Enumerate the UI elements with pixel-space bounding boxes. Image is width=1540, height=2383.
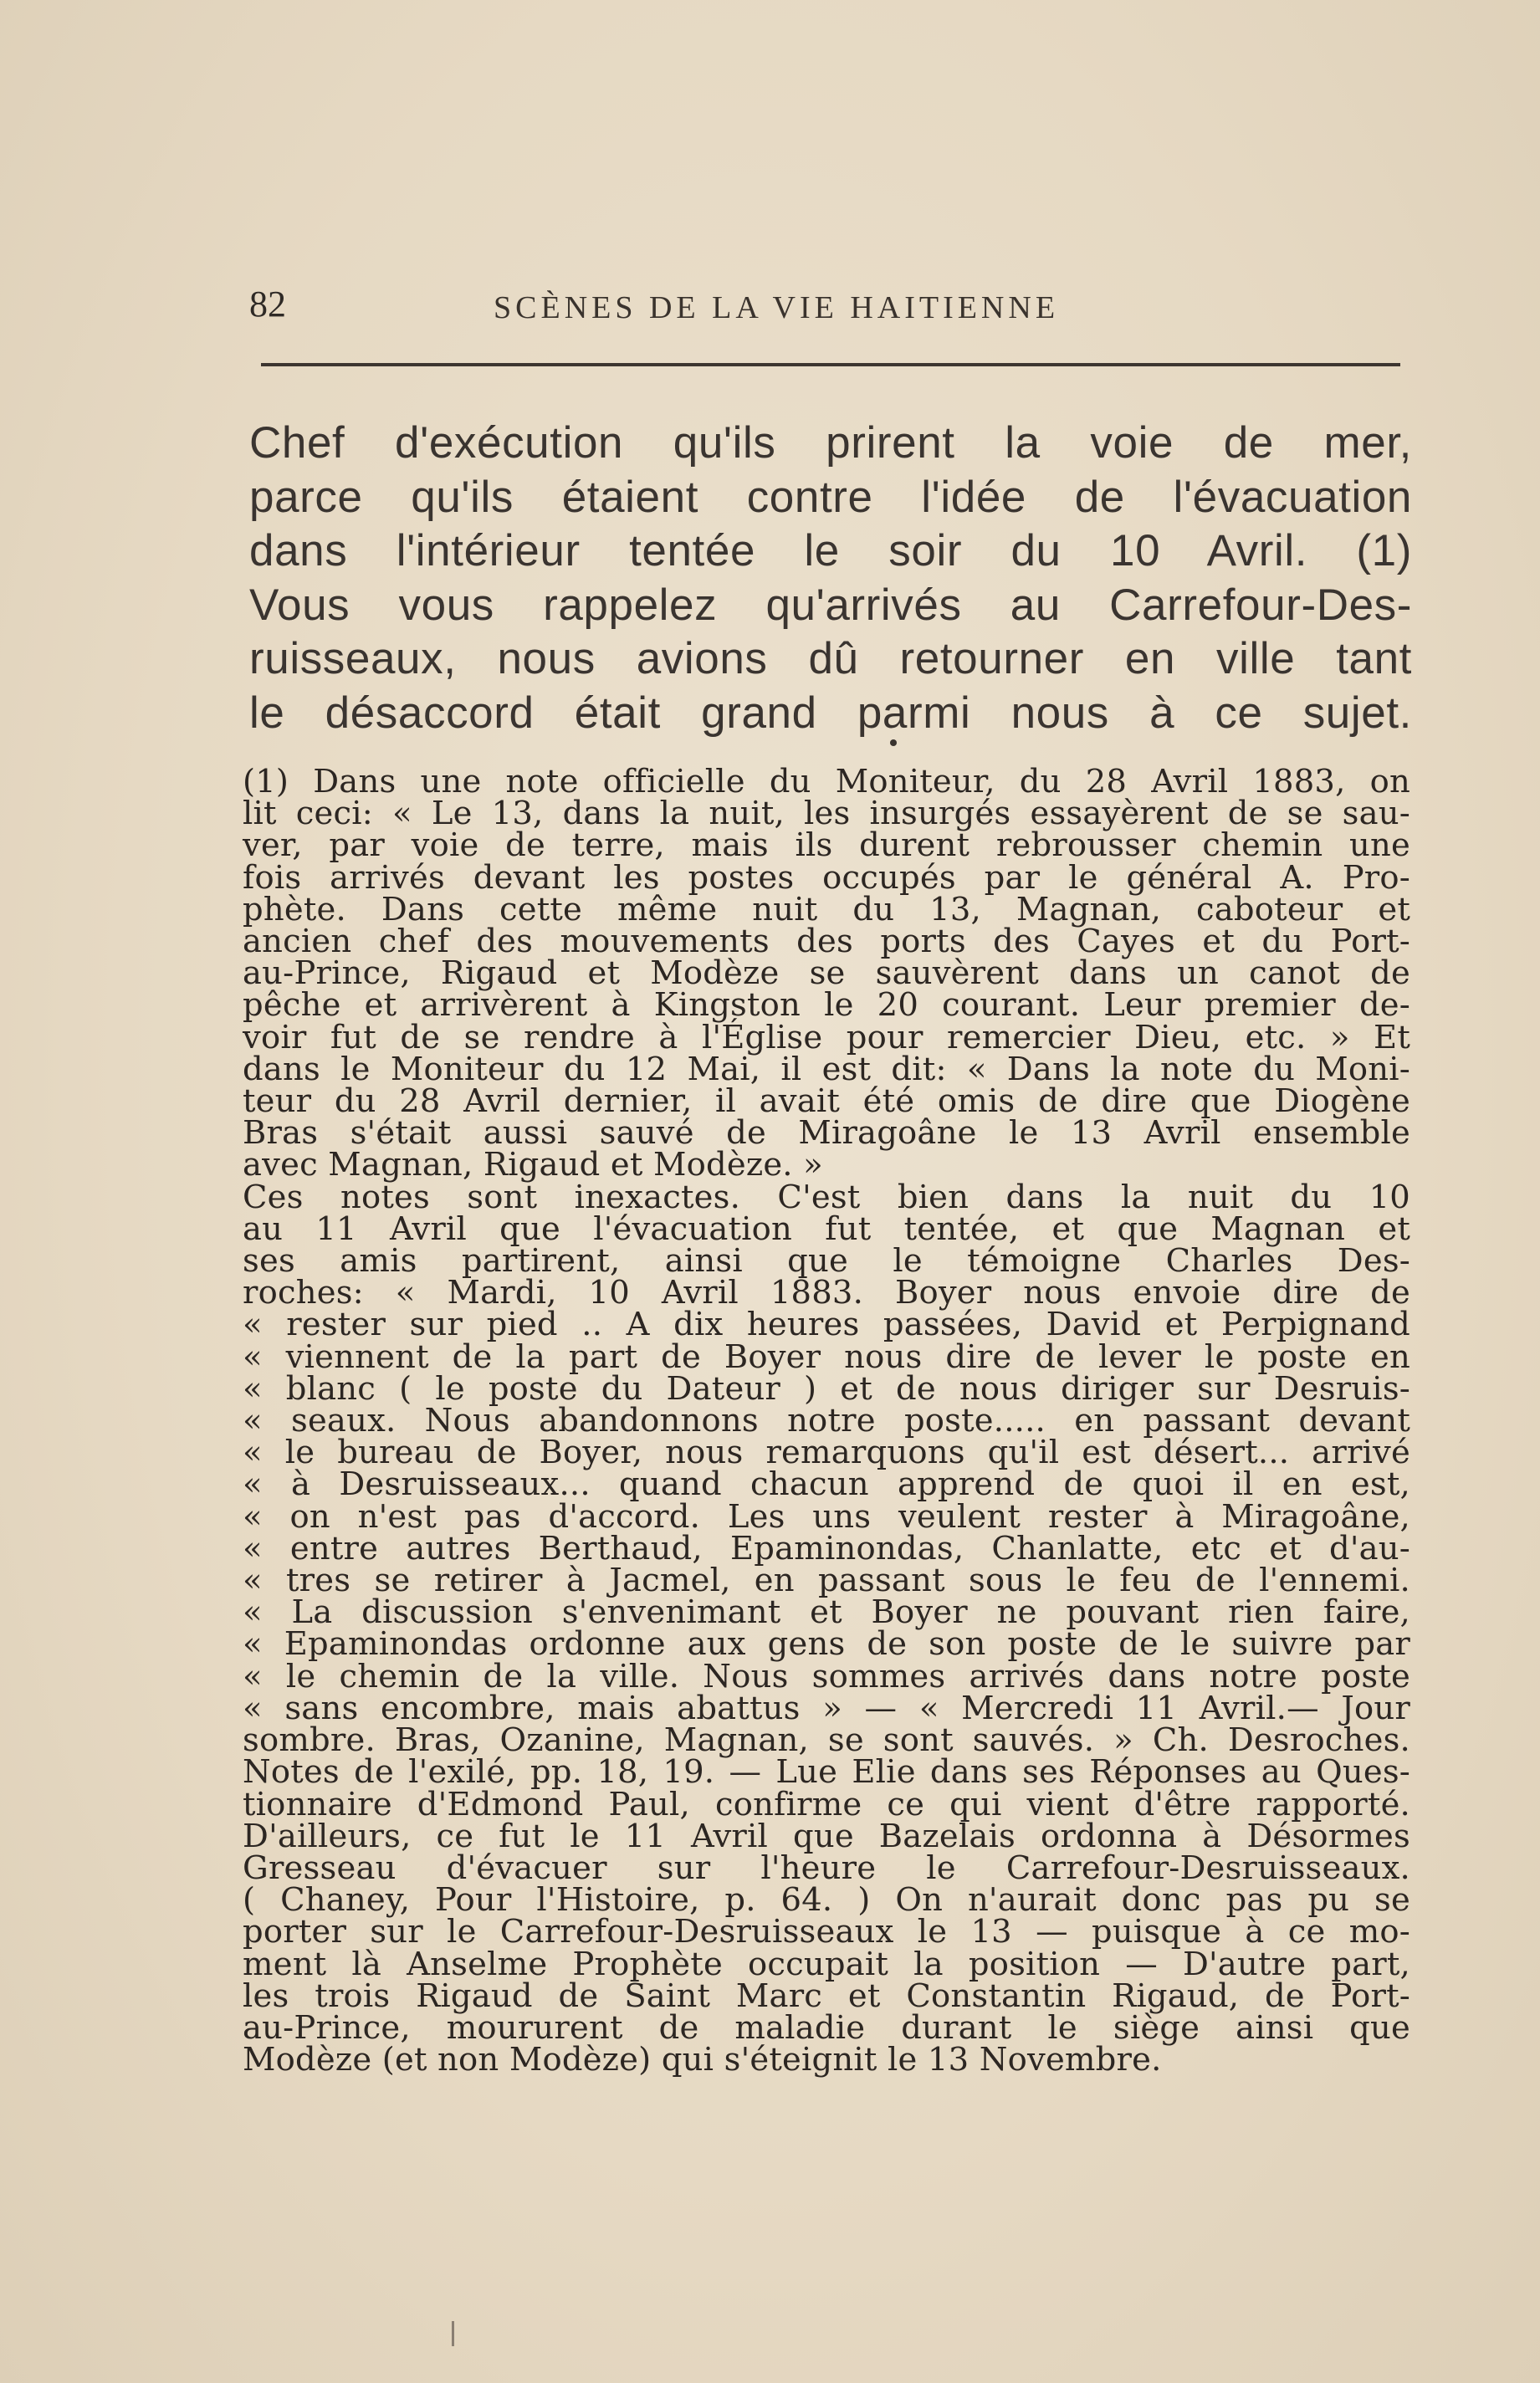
footnote-line: roches: « Mardi, 10 Avril 1883. Boyer nous envoie dire de <box>243 1274 1410 1312</box>
footnote-line: « on n'est pas d'accord. Les uns veulent rester à Miragoâne, <box>243 1497 1410 1536</box>
footnote-line: (1) Dans une note officielle du Moniteur, du 28 Avril 1883, on <box>243 763 1410 800</box>
footnote-line: ancien chef des mouvements des ports des Cayes et du Port- <box>243 923 1410 961</box>
footnote-line: avec Magnan, Rigaud et Modèze. » <box>243 1146 823 1184</box>
footnote-line: « entre autres Berthaud, Epaminondas, Chanlatte, etc et d'au- <box>243 1529 1410 1567</box>
footnote-line: « sans encombre, mais abattus » — « Mercredi 11 Avril.— Jour <box>243 1689 1410 1727</box>
text-line: ruisseaux, nous avions dû retourner en ville tant <box>249 634 1412 683</box>
text-line: Chef d'exécution qu'ils prirent la voie de mer, <box>249 418 1412 468</box>
footnote-line: Bras s'était aussi sauvé de Miragoâne le 13 Avril ensemble <box>243 1114 1410 1153</box>
footnote-line: Ces notes sont inexactes. C'est bien dans la nuit du 10 <box>243 1178 1410 1216</box>
footnote-line: ( Chaney, Pour l'Histoire, p. 64. ) On n'aurait donc pas pu se <box>243 1881 1410 1920</box>
running-title: SCÈNES DE LA VIE HAITIENNE <box>494 290 1060 325</box>
footnote-line: D'ailleurs, ce fut le 11 Avril que Bazelais ordonna à Désormes <box>243 1817 1410 1855</box>
footnote-line: ses amis partirent, ainsi que le témoigne Charles Des- <box>243 1242 1410 1281</box>
footnote-line: « rester sur pied .. A dix heures passées, David et Perpignand <box>243 1306 1410 1344</box>
footnote-line: Notes de l'exilé, pp. 18, 19. — Lue Elie dans ses Réponses au Ques- <box>243 1753 1410 1792</box>
page-number: 82 <box>249 284 286 325</box>
footnote-line: phète. Dans cette même nuit du 13, Magnan, caboteur et <box>243 890 1410 928</box>
page-header <box>249 283 1404 333</box>
footnote-line: voir fut de se rendre à l'Église pour remercier Dieu, etc. » Et <box>243 1018 1410 1056</box>
footnote-line: ment là Anselme Prophète occupait la position — D'autre part, <box>243 1945 1410 1983</box>
footnote-line: au-Prince, Rigaud et Modèze se sauvèrent dans un canot de <box>243 954 1410 993</box>
footnote-line: Modèze (et non Modèze) qui s'éteignit le 13 Novembre. <box>243 2041 1162 2079</box>
footnote-line: dans le Moniteur du 12 Mai, il est dit: « Dans la note du Moni- <box>243 1050 1410 1088</box>
footnote <box>243 763 1410 2079</box>
footnote-line: « tres se retirer à Jacmel, en passant sous le feu de l'ennemi. <box>243 1562 1410 1600</box>
footnote-line: « le bureau de Boyer, nous remarquons qu'il est désert... arrivé <box>243 1434 1410 1472</box>
footnote-line: au 11 Avril que l'évacuation fut tentée, et que Magnan et <box>243 1209 1410 1248</box>
text-line: dans l'intérieur tentée le soir du 10 Avril. (1) <box>249 526 1412 575</box>
text-line: le désaccord était grand parmi nous à ce sujet. <box>249 688 1412 738</box>
footnote-line: « à Desruisseaux... quand chacun apprend de quoi il en est, <box>243 1465 1410 1504</box>
footnote-line: « le chemin de la ville. Nous sommes arrivés dans notre poste <box>243 1657 1410 1695</box>
footnote-line: « La discussion s'envenimant et Boyer ne pouvant rien faire, <box>243 1593 1410 1632</box>
footnote-line: les trois Rigaud de Saint Marc et Constantin Rigaud, de Port- <box>243 1976 1410 2015</box>
footnote-line: ver, par voie de terre, mais ils durent rebrousser chemin une <box>243 826 1410 865</box>
header-rule <box>261 363 1400 366</box>
text-line: parce qu'ils étaient contre l'idée de l'évacuation <box>249 472 1412 522</box>
print-mark <box>452 2321 454 2346</box>
separator-dot <box>890 739 897 746</box>
footnote-line: sombre. Bras, Ozanine, Magnan, se sont sauvés. » Ch. Desroches. <box>243 1721 1410 1760</box>
footnote-line: Gresseau d'évacuer sur l'heure le Carrefour-Desruisseaux. <box>243 1849 1410 1887</box>
main-paragraph <box>249 417 1412 740</box>
footnote-line: « viennent de la part de Boyer nous dire de lever le poste en <box>243 1337 1410 1376</box>
footnote-line: tionnaire d'Edmond Paul, confirme ce qui vient d'être rapporté. <box>243 1785 1410 1823</box>
footnote-line: « blanc ( le poste du Dateur ) et de nous diriger sur Desruis- <box>243 1369 1410 1408</box>
footnote-line: « seaux. Nous abandonnons notre poste..... en passant devant <box>243 1402 1410 1440</box>
text-line: Vous vous rappelez qu'arrivés au Carrefour-Des- <box>249 580 1412 630</box>
footnote-line: lit ceci: « Le 13, dans la nuit, les insurgés essayèrent de se sau- <box>243 795 1410 833</box>
footnote-line: au-Prince, moururent de maladie durant le siège ainsi que <box>243 2008 1410 2047</box>
footnote-line: porter sur le Carrefour-Desruisseaux le 13 — puisque à ce mo- <box>243 1913 1410 1951</box>
footnote-line: teur du 28 Avril dernier, il avait été omis de dire que Diogène <box>243 1082 1410 1121</box>
footnote-line: pêche et arrivèrent à Kingston le 20 courant. Leur premier de- <box>243 986 1410 1025</box>
footnote-line: fois arrivés devant les postes occupés par le général A. Pro- <box>243 858 1410 897</box>
footnote-line: « Epaminondas ordonne aux gens de son poste de le suivre par <box>243 1625 1410 1664</box>
